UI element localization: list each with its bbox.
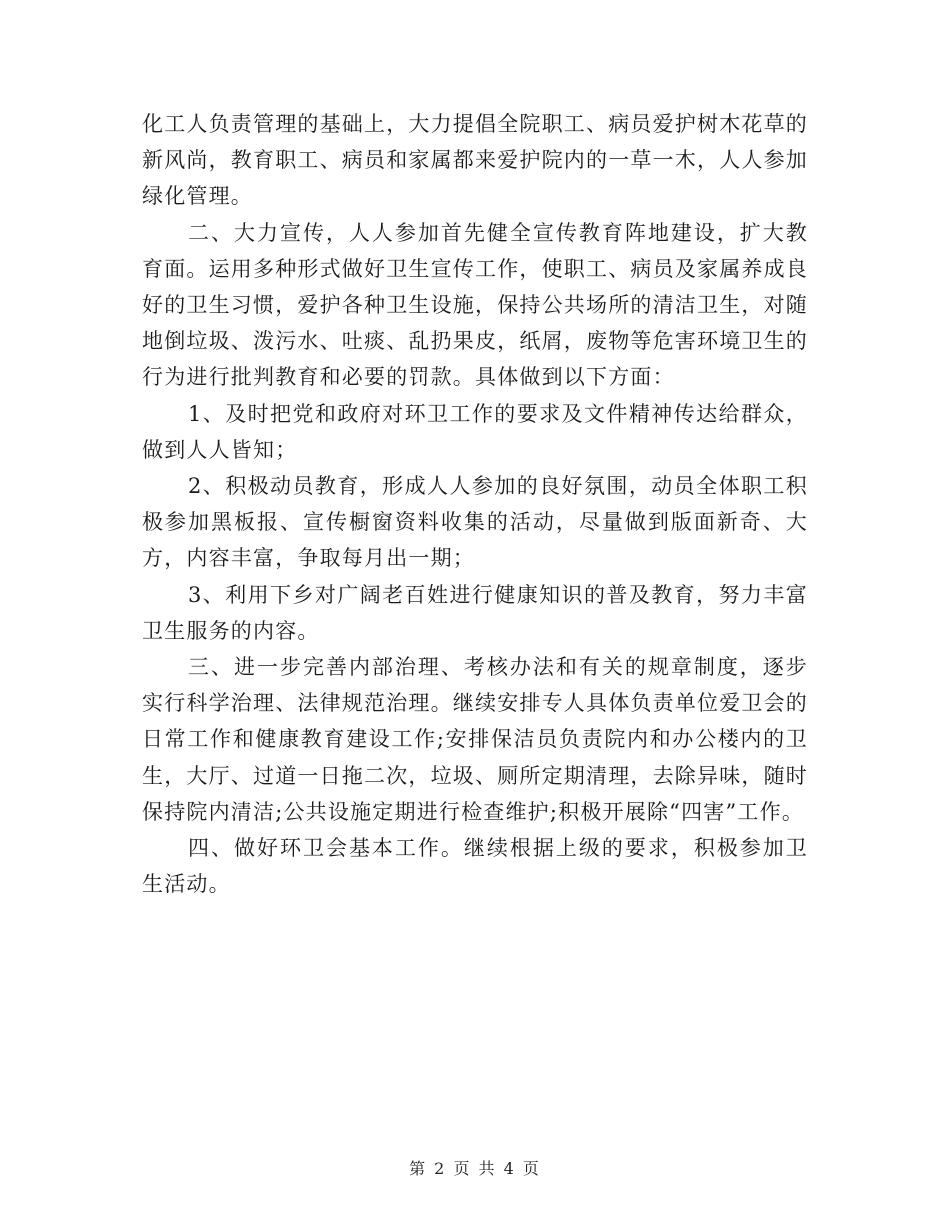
paragraph-greening-continuation: 化工人负责管理的基础上，大力提倡全院职工、病员爱护树木花草的新风尚，教育职工、病员和家属都来爱护院内的一草一木，人人参加绿化管理。 xyxy=(142,112,808,209)
paragraph-section-4-basic-work: 四、做好环卫会基本工作。继续根据上级的要求，积极参加卫生活动。 xyxy=(142,836,808,897)
paragraph-section-3-management: 三、进一步完善内部治理、考核办法和有关的规章制度，逐步实行科学治理、法律规范治理。继续安排专人具体负责单位爱卫会的日常工作和健康教育建设工作;安排保洁员负责院内和办公楼内的卫生，大厅、过道一日拖二次，垃圾、厕所定期清理，去除异味，随时保持院内清洁;公共设施定期进行检查维护;积极开展除“四害”工作。 xyxy=(142,655,808,824)
paragraph-item-2: 2、积极动员教育，形成人人参加的良好氛围，动员全体职工积极参加黑板报、宣传橱窗资料收集的活动，尽量做到版面新奇、大方，内容丰富，争取每月出一期； xyxy=(142,474,808,571)
paragraph-item-3: 3、利用下乡对广阔老百姓进行健康知识的普及教育，努力丰富卫生服务的内容。 xyxy=(142,582,808,643)
page-number-footer: 第 2 页 共 4 页 xyxy=(409,1159,541,1178)
paragraph-item-1: 1、及时把党和政府对环卫工作的要求及文件精神传达给群众，做到人人皆知； xyxy=(142,401,808,462)
paragraph-section-2-publicity: 二、大力宣传，人人参加首先健全宣传教育阵地建设，扩大教育面。运用多种形式做好卫生宣传工作，使职工、病员及家属养成良好的卫生习惯，爱护各种卫生设施，保持公共场所的清洁卫生，对随地倒垃圾、泼污水、吐痰、乱扔果皮，纸屑，废物等危害环境卫生的行为进行批判教育和必要的罚款。具体做到以下方面： xyxy=(142,220,808,390)
document-body xyxy=(142,106,808,902)
